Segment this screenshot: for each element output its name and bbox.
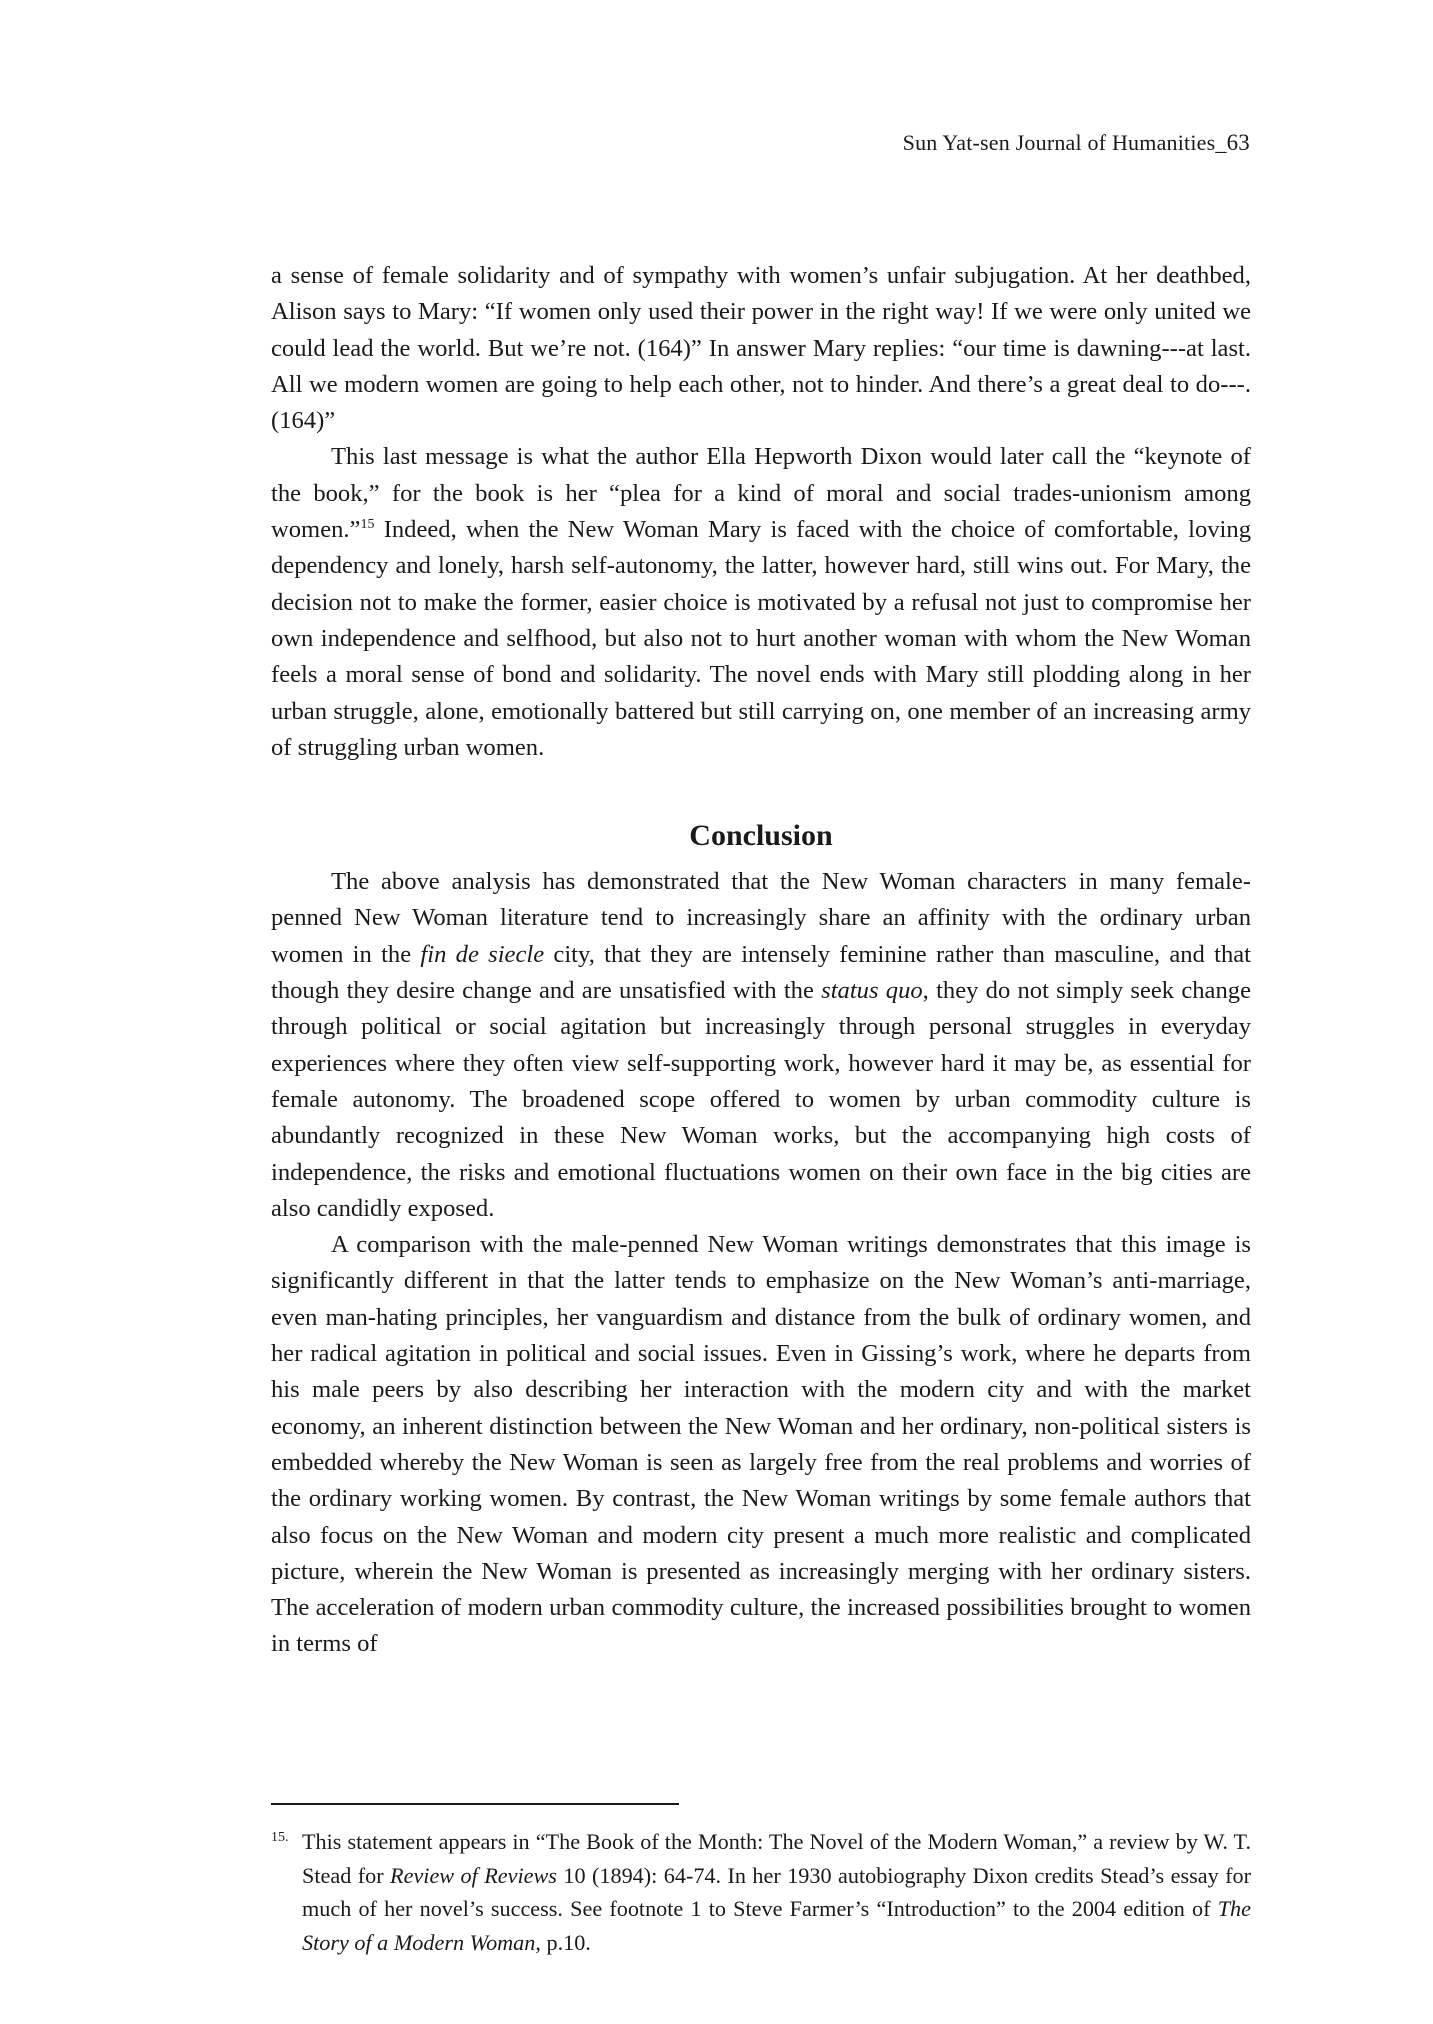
paragraph-2-text-b: Indeed, when the New Woman Mary is faced with the choice of comfortable, loving dependency and lonely, harsh self-autonomy, the latter, however hard, still wins out. For Mary, the decision not to make the former, easier choice is motivated by a refusal not just to compromise her own independence and selfhood, but also not to hurt another woman with whom the New Woman feels a moral sense of bond and solidarity. The novel ends with Mary still plodding along in her urban struggle, alone, emotionally battered but still carrying on, one member of an increasing army of struggling urban women. — [271, 516, 1251, 761]
paragraph-2 — [271, 439, 1251, 766]
main-text — [271, 258, 1251, 1663]
footnote — [271, 1825, 1251, 1959]
footnote-text-c: , p.10. — [535, 1929, 591, 1955]
journal-title: Sun Yat-sen Journal of Humanities_ — [902, 130, 1227, 155]
paragraph-3-text-a: The above analysis has demonstrated that the New Woman characters in many female-penned New Woman literature tend to increasingly share an affinity with the ordinary urban women in the — [271, 868, 1251, 968]
italic-title: The Story of a Modern Woman — [302, 1896, 1251, 1955]
footnote-divider — [271, 1803, 679, 1805]
paragraph-3-text-c: , they do not simply seek change through political or social agitation but increasingly through personal struggles in everyday experiences where they often view self-supporting work, however hard it may be, as essential for female autonomy. The broadened scope offered to women by urban commodity culture is abundantly recognized in these New Woman works, but the accompanying high costs of independence, the risks and emotional fluctuations women on their own face in the big cities are also candidly exposed. — [271, 977, 1251, 1222]
running-head — [903, 130, 1250, 156]
footnote-15 — [271, 1825, 1251, 1959]
paragraph-3 — [271, 864, 1251, 1227]
footnote-text-a: This statement appears in “The Book of the Month: The Novel of the Modern Woman,” a review by W. T. Stead for — [302, 1829, 1251, 1888]
footnote-reference[interactable]: 15 — [360, 517, 375, 533]
italic-title: Review of Reviews — [390, 1862, 557, 1888]
italic-phrase: status quo — [821, 977, 923, 1005]
paragraph-1: a sense of female solidarity and of sympathy with women’s unfair subjugation. At her deathbed, Alison says to Mary: “If women only used their power in the right way! If we were only united we could lead the world. But we’re not. (164)” In answer Mary replies: “our time is dawning---at last. All we modern women are going to help each other, not to hinder. And there’s a great deal to do---. (164)” — [271, 262, 1251, 435]
section-heading: Conclusion — [689, 819, 833, 853]
paragraph-4: A comparison with the male-penned New Woman writings demonstrates that this image is significantly different in that the latter tends to emphasize on the New Woman’s anti-marriage, even man-hating principles, her vanguardism and distance from the bulk of ordinary women, and her radical agitation in political and social issues. Even in Gissing’s work, where he departs from his male peers by also describing her interaction with the modern city and with the market economy, an inherent distinction between the New Woman and her ordinary, non-political sisters is embedded whereby the New Woman is seen as largely free from the real problems and worries of the ordinary working women. By contrast, the New Woman writings by some female authors that also focus on the New Woman and modern city present a much more realistic and complicated picture, wherein the New Woman is presented as increasingly merging with her ordinary sisters. The acceleration of modern urban commodity culture, the increased possibilities brought to women in terms of — [271, 1231, 1251, 1658]
footnote-number: 15. — [271, 1830, 289, 1845]
paragraph-2-text-a: This last message is what the author Ella Hepworth Dixon would later call the “keynote of the book,” for the book is her “plea for a kind of moral and social trades-unionism among women.” — [271, 443, 1251, 544]
footnote-text-b: 10 (1894): 64-74. In her 1930 autobiography Dixon credits Stead’s essay for much of her novel’s success. See footnote 1 to Steve Farmer’s “Introduction” to the 2004 edition of — [302, 1862, 1251, 1921]
paragraph-3-text-b: city, that they are intensely feminine rather than masculine, and that though they desire change and are unsatisfied with the — [271, 940, 1251, 1005]
italic-phrase: fin de siecle — [420, 940, 545, 968]
page-number: 63 — [1226, 130, 1250, 155]
